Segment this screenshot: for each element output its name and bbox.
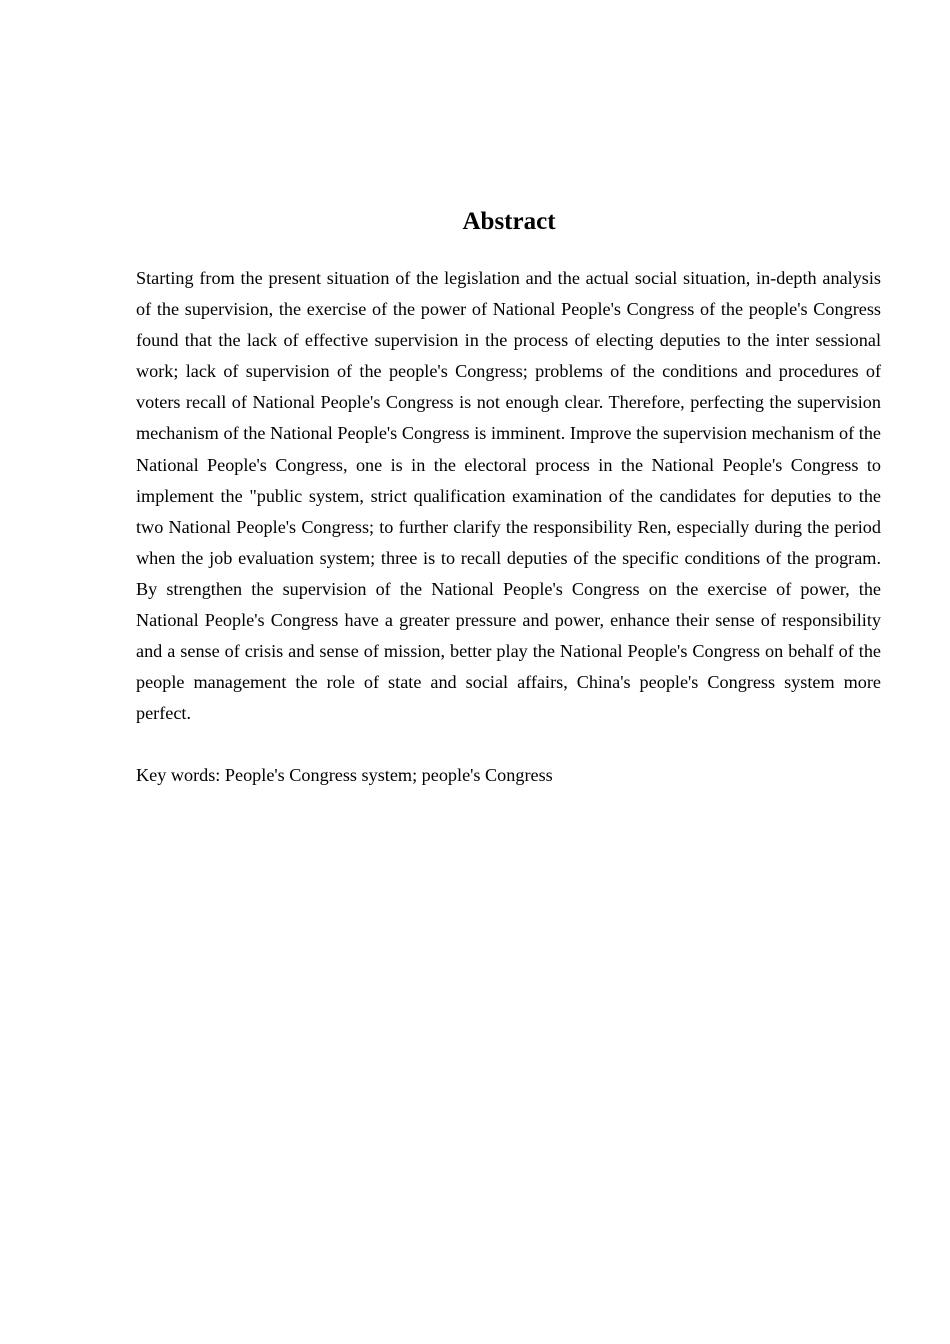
abstract-body: Starting from the present situation of the legislation and the actual social situation, in-depth analysis of the supervision, the exercise of the power of National People's Congress of the people's Congress found that the lack of effective supervision in the process of electing deputies to the inter sessional work; lack of supervision of the people's Congress; problems of the conditions and procedures of voters recall of National People's Congress is not enough clear. Therefore, perfecting the supervision mechanism of the National People's Congress is imminent. Improve the supervision mechanism of the National People's Congress, one is in the electoral process in the National People's Congress to implement the "public system, strict qualification examination of the candidates for deputies to the two National People's Congress; to further clarify the responsibility Ren, especially during the period when the job evaluation system; three is to recall deputies of the specific conditions of the program. By strengthen the supervision of the National People's Congress on the exercise of power, the National People's Congress have a greater pressure and power, enhance their sense of responsibility and a sense of crisis and sense of mission, better play the National People's Congress on behalf of the people management the role of state and social affairs, China's people's Congress system more perfect. (136, 268, 881, 724)
abstract-title: Abstract (462, 208, 556, 235)
keywords-line: Key words: People's Congress system; people's Congress (136, 765, 553, 785)
